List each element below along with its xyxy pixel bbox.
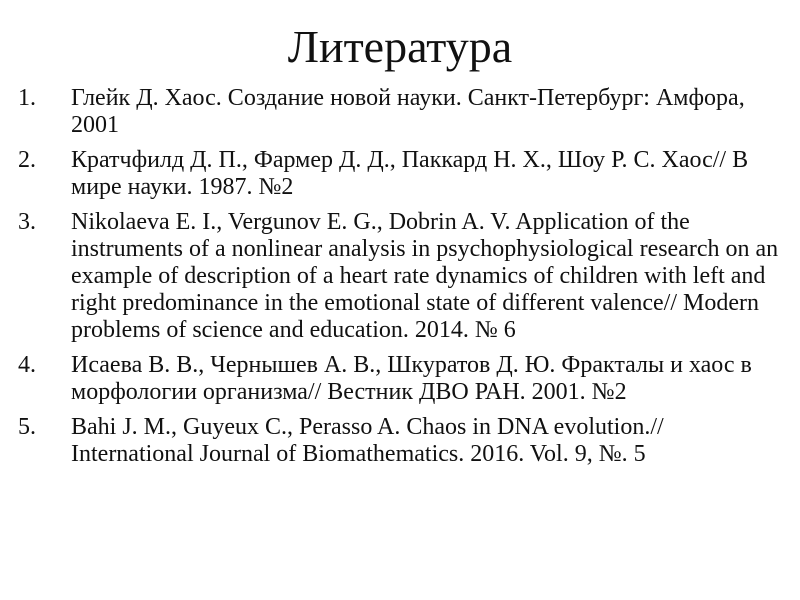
reference-text: Глейк Д. Хаос. Создание новой науки. Санкт-Петербург: Амфора, 2001 <box>71 85 745 138</box>
reference-text: Bahi J. M., Guyeux C., Perasso A. Chaos in DNA evolution.// International Journal of Biomathematics. 2016. Vol. 9, №. 5 <box>71 414 664 467</box>
reference-number: 4. <box>18 352 36 378</box>
reference-number: 2. <box>18 147 36 173</box>
reference-number: 1. <box>18 85 36 111</box>
list-item <box>18 352 788 406</box>
page-title: Литература <box>287 21 513 72</box>
list-item <box>18 209 788 344</box>
list-item <box>18 147 788 201</box>
list-item <box>18 85 788 139</box>
reference-text: Кратчфилд Д. П., Фармер Д. Д., Паккард Н. Х., Шоу Р. С. Хаос// В мире науки. 1987. №2 <box>71 147 749 200</box>
reference-text: Исаева В. В., Чернышев А. В., Шкуратов Д. Ю. Фракталы и хаос в морфологии организма// Вестник ДВО РАН. 2001. №2 <box>71 352 752 405</box>
reference-text: Nikolaeva E. I., Vergunov E. G., Dobrin A. V. Application of the instruments of a nonlinear analysis in psychophysiological research on an example of description of a heart rate dynamics of children with left and right predominance in the emotional state of different valence// Modern problems of science and education. 2014. № 6 <box>71 209 779 343</box>
reference-number: 5. <box>18 414 36 440</box>
reference-list <box>18 85 788 476</box>
list-item <box>18 414 788 468</box>
reference-number: 3. <box>18 209 36 235</box>
